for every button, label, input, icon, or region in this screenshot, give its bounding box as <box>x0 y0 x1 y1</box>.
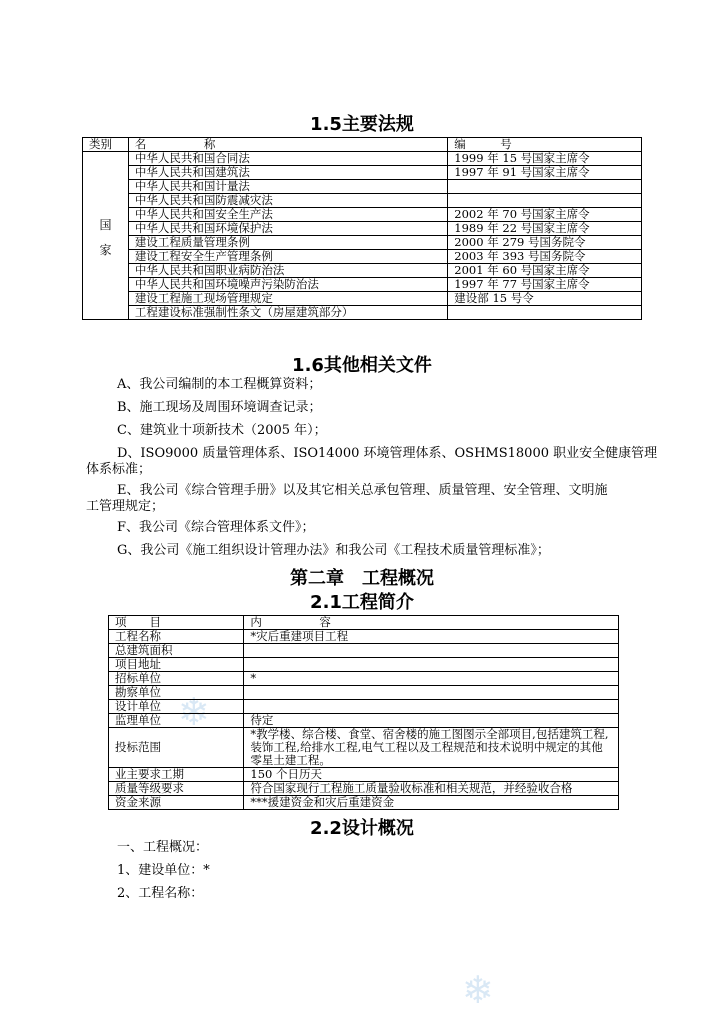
law-number: 1989 年 22 号国家主席令 <box>448 222 642 236</box>
info-label: 资金来源 <box>109 796 244 810</box>
table-row <box>109 782 619 796</box>
law-name: 中华人民共和国安全生产法 <box>128 208 447 222</box>
category-char: 家 <box>99 242 112 257</box>
info-value: *教学楼、综合楼、食堂、宿舍楼的施工图图示全部项目,包括建筑工程,装饰工程,给排水工程,电气工程以及工程规范和技术说明中规定的其他零星土建工程。 <box>244 728 619 768</box>
law-name: 中华人民共和国职业病防治法 <box>128 264 447 278</box>
table-row <box>109 686 619 700</box>
table-row <box>83 194 642 208</box>
table-header-row <box>109 616 619 630</box>
list-item: G、我公司《施工组织设计管理办法》和我公司《工程技术质量管理标准》； <box>117 543 550 558</box>
category-cell <box>83 152 129 320</box>
paragraph-line: 1、建设单位：* <box>117 863 210 878</box>
table-row <box>83 250 642 264</box>
law-number: 2002 年 70 号国家主席令 <box>448 208 642 222</box>
table-row <box>83 278 642 292</box>
law-name: 中华人民共和国环境噪声污染防治法 <box>128 278 447 292</box>
info-value <box>244 700 619 714</box>
info-value: * <box>244 672 619 686</box>
category-char: 国 <box>99 217 112 232</box>
info-value: 符合国家现行工程施工质量验收标准和相关规范，并经验收合格 <box>244 782 619 796</box>
list-item: E、我公司《综合管理手册》以及其它相关总承包管理、质量管理、安全管理、文明施 <box>117 483 608 498</box>
info-value <box>244 658 619 672</box>
law-number: 2001 年 60 号国家主席令 <box>448 264 642 278</box>
table-row <box>109 728 619 768</box>
section-title-laws: 1.5主要法规 <box>310 114 414 135</box>
paragraph-line: 一、工程概况： <box>117 840 209 855</box>
table-row <box>83 222 642 236</box>
law-number: 建设部 15 号令 <box>448 292 642 306</box>
list-item: D、ISO9000 质量管理体系、ISO14000 环境管理体系、OSHMS18000 职业安全健康管理 <box>117 446 658 461</box>
law-number: 1997 年 91 号国家主席令 <box>448 166 642 180</box>
law-number: 1999 年 15 号国家主席令 <box>448 152 642 166</box>
law-number <box>448 180 642 194</box>
list-item: B、施工现场及周围环境调查记录； <box>117 400 322 415</box>
list-item-continuation: 体系标准； <box>86 462 152 477</box>
watermark-icon: ❄ <box>462 968 494 1012</box>
info-value: 150 个日历天 <box>244 768 619 782</box>
table-row <box>109 796 619 810</box>
law-name: 中华人民共和国防震减灾法 <box>128 194 447 208</box>
table-row <box>83 180 642 194</box>
info-value <box>244 686 619 700</box>
info-label: 招标单位 <box>109 672 244 686</box>
header-content: 内 容 <box>244 616 619 630</box>
table-header-row <box>83 138 642 152</box>
chapter-title: 第二章 工程概况 <box>290 568 434 589</box>
project-info-table <box>108 615 619 810</box>
law-name: 中华人民共和国建筑法 <box>128 166 447 180</box>
header-item: 项 目 <box>109 616 244 630</box>
table-row <box>109 658 619 672</box>
law-name: 中华人民共和国合同法 <box>128 152 447 166</box>
info-label: 质量等级要求 <box>109 782 244 796</box>
info-label: 设计单位 <box>109 700 244 714</box>
table-row <box>109 672 619 686</box>
law-name: 中华人民共和国计量法 <box>128 180 447 194</box>
header-name: 名 称 <box>128 138 447 152</box>
table-row <box>83 292 642 306</box>
table-row <box>83 236 642 250</box>
table-row <box>109 644 619 658</box>
header-category: 类别 <box>83 138 129 152</box>
table-row <box>83 208 642 222</box>
table-row <box>109 700 619 714</box>
law-name: 建设工程施工现场管理规定 <box>128 292 447 306</box>
law-name: 工程建设标准强制性条文（房屋建筑部分） <box>128 306 447 320</box>
info-label: 工程名称 <box>109 630 244 644</box>
table-row <box>109 768 619 782</box>
table-row <box>83 264 642 278</box>
section-title-project-intro: 2.1工程简介 <box>310 592 414 613</box>
info-label: 勘察单位 <box>109 686 244 700</box>
info-label: 业主要求工期 <box>109 768 244 782</box>
header-number: 编 号 <box>448 138 642 152</box>
paragraph-line: 2、工程名称： <box>117 886 204 901</box>
table-row <box>83 306 642 320</box>
info-label: 项目地址 <box>109 658 244 672</box>
section-title-design-overview: 2.2设计概况 <box>310 818 414 839</box>
table-row <box>83 152 642 166</box>
law-name: 中华人民共和国环境保护法 <box>128 222 447 236</box>
table-row <box>83 166 642 180</box>
law-number: 1997 年 77 号国家主席令 <box>448 278 642 292</box>
laws-table <box>82 137 642 320</box>
info-label: 总建筑面积 <box>109 644 244 658</box>
watermark-icon: ❄ <box>178 690 210 734</box>
info-label: 投标范围 <box>109 728 244 768</box>
info-value: 待定 <box>244 714 619 728</box>
info-value: ***援建资金和灾后重建资金 <box>244 796 619 810</box>
law-number <box>448 306 642 320</box>
law-number: 2003 年 393 号国务院令 <box>448 250 642 264</box>
law-name: 建设工程安全生产管理条例 <box>128 250 447 264</box>
list-item: A、我公司编制的本工程概算资料； <box>117 377 322 392</box>
law-number <box>448 194 642 208</box>
list-item-continuation: 工管理规定； <box>86 499 165 514</box>
info-label: 监理单位 <box>109 714 244 728</box>
law-number: 2000 年 279 号国务院令 <box>448 236 642 250</box>
list-item: F、我公司《综合管理体系文件》； <box>117 520 315 535</box>
list-item: C、建筑业十项新技术（2005 年）； <box>117 423 327 438</box>
section-title-other-docs: 1.6其他相关文件 <box>292 355 432 376</box>
law-name: 建设工程质量管理条例 <box>128 236 447 250</box>
info-value <box>244 644 619 658</box>
table-row <box>109 714 619 728</box>
info-value: *灾后重建项目工程 <box>244 630 619 644</box>
table-row <box>109 630 619 644</box>
